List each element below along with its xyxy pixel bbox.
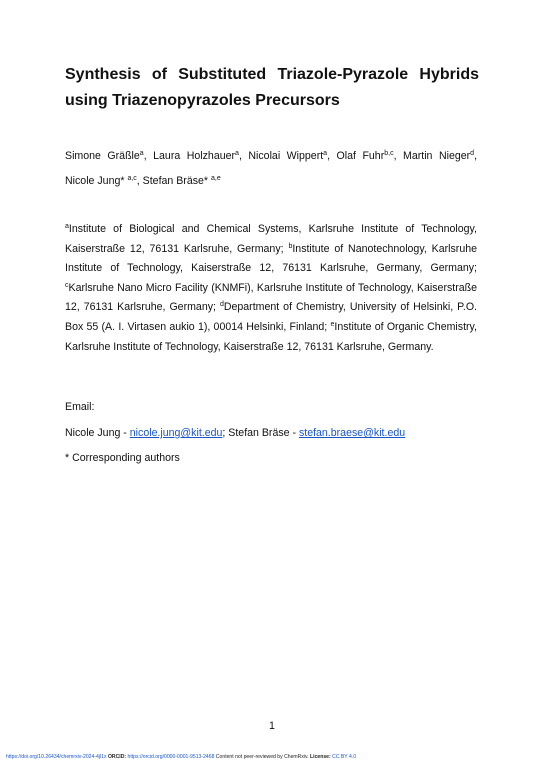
license-label: License: bbox=[310, 754, 331, 760]
doi-link[interactable]: https://doi.org/10.26434/chemrxiv-2024-4jl1x bbox=[6, 754, 107, 760]
orcid-link[interactable]: https://orcid.org/0000-0001-9513-2468 bbox=[127, 754, 215, 760]
affiliation: $^a$Institute of Biological and Chemical Systems, Karlsruhe Institute of Technology, Kaiserstraße 12, 76131 Karlsruhe, Germany; bbox=[65, 223, 477, 255]
affiliations bbox=[65, 220, 477, 357]
page-number: 1 bbox=[269, 720, 275, 732]
author: Nicole Jung* $^{a,c}$, bbox=[65, 175, 143, 187]
footer-bar bbox=[6, 753, 542, 761]
contact-separator: ; Stefan Bräse - bbox=[222, 427, 299, 439]
contact-line bbox=[65, 425, 405, 441]
paper-title: Synthesis of Substituted Triazole-Pyrazole Hybrids using Triazenopyrazoles Precursors bbox=[65, 66, 479, 109]
affiliation: $^c$Karlsruhe Nano Micro Facility (KNMFi), Karlsruhe Institute of Technology, Kaiserstraße 12, 76131 Karlsruhe, Germany; bbox=[65, 281, 477, 314]
contact-name: Nicole Jung - bbox=[65, 427, 130, 439]
author: Laura Holzhauer$^a$, bbox=[153, 150, 249, 162]
email-link-jung[interactable]: nicole.jung@kit.edu bbox=[129, 427, 223, 439]
author: Nicolai Wippert$^a$, bbox=[248, 150, 337, 162]
author: Olaf Fuhr$^{b,c}$, bbox=[336, 150, 404, 162]
email-label: Email: bbox=[65, 401, 95, 413]
affiliation: $^b$Institute of Nanotechnology, Karlsruhe Institute of Technology, Kaiserstraße 12, 76131 Karlsruhe, Germany, Germany; bbox=[65, 242, 478, 275]
affiliation: $^e$Institute of Organic Chemistry, Karlsruhe Institute of Technology, Kaiserstraße 12, 76131 Karlsruhe, Germany. bbox=[65, 320, 477, 353]
license-link[interactable]: CC BY 4.0 bbox=[332, 754, 357, 760]
email-link-braese[interactable]: stefan.braese@kit.edu bbox=[298, 427, 406, 439]
author: Martin Nieger$^d$, bbox=[403, 150, 478, 162]
author: Simone Gräßle$^a$, bbox=[65, 150, 154, 162]
affiliation: $^d$Department of Chemistry, University of Helsinki, P.O. Box 55 (A. I. Virtasen aukio 1), 00014 Helsinki, Finland; bbox=[65, 301, 477, 333]
corresponding-note: * Corresponding authors bbox=[65, 452, 180, 464]
author: Stefan Bräse* $^{a,e}$ bbox=[142, 175, 221, 187]
review-note: Content not peer-reviewed by ChemRxiv. bbox=[215, 754, 309, 760]
author-list bbox=[65, 144, 477, 194]
orcid-label: ORCID: bbox=[107, 754, 127, 760]
